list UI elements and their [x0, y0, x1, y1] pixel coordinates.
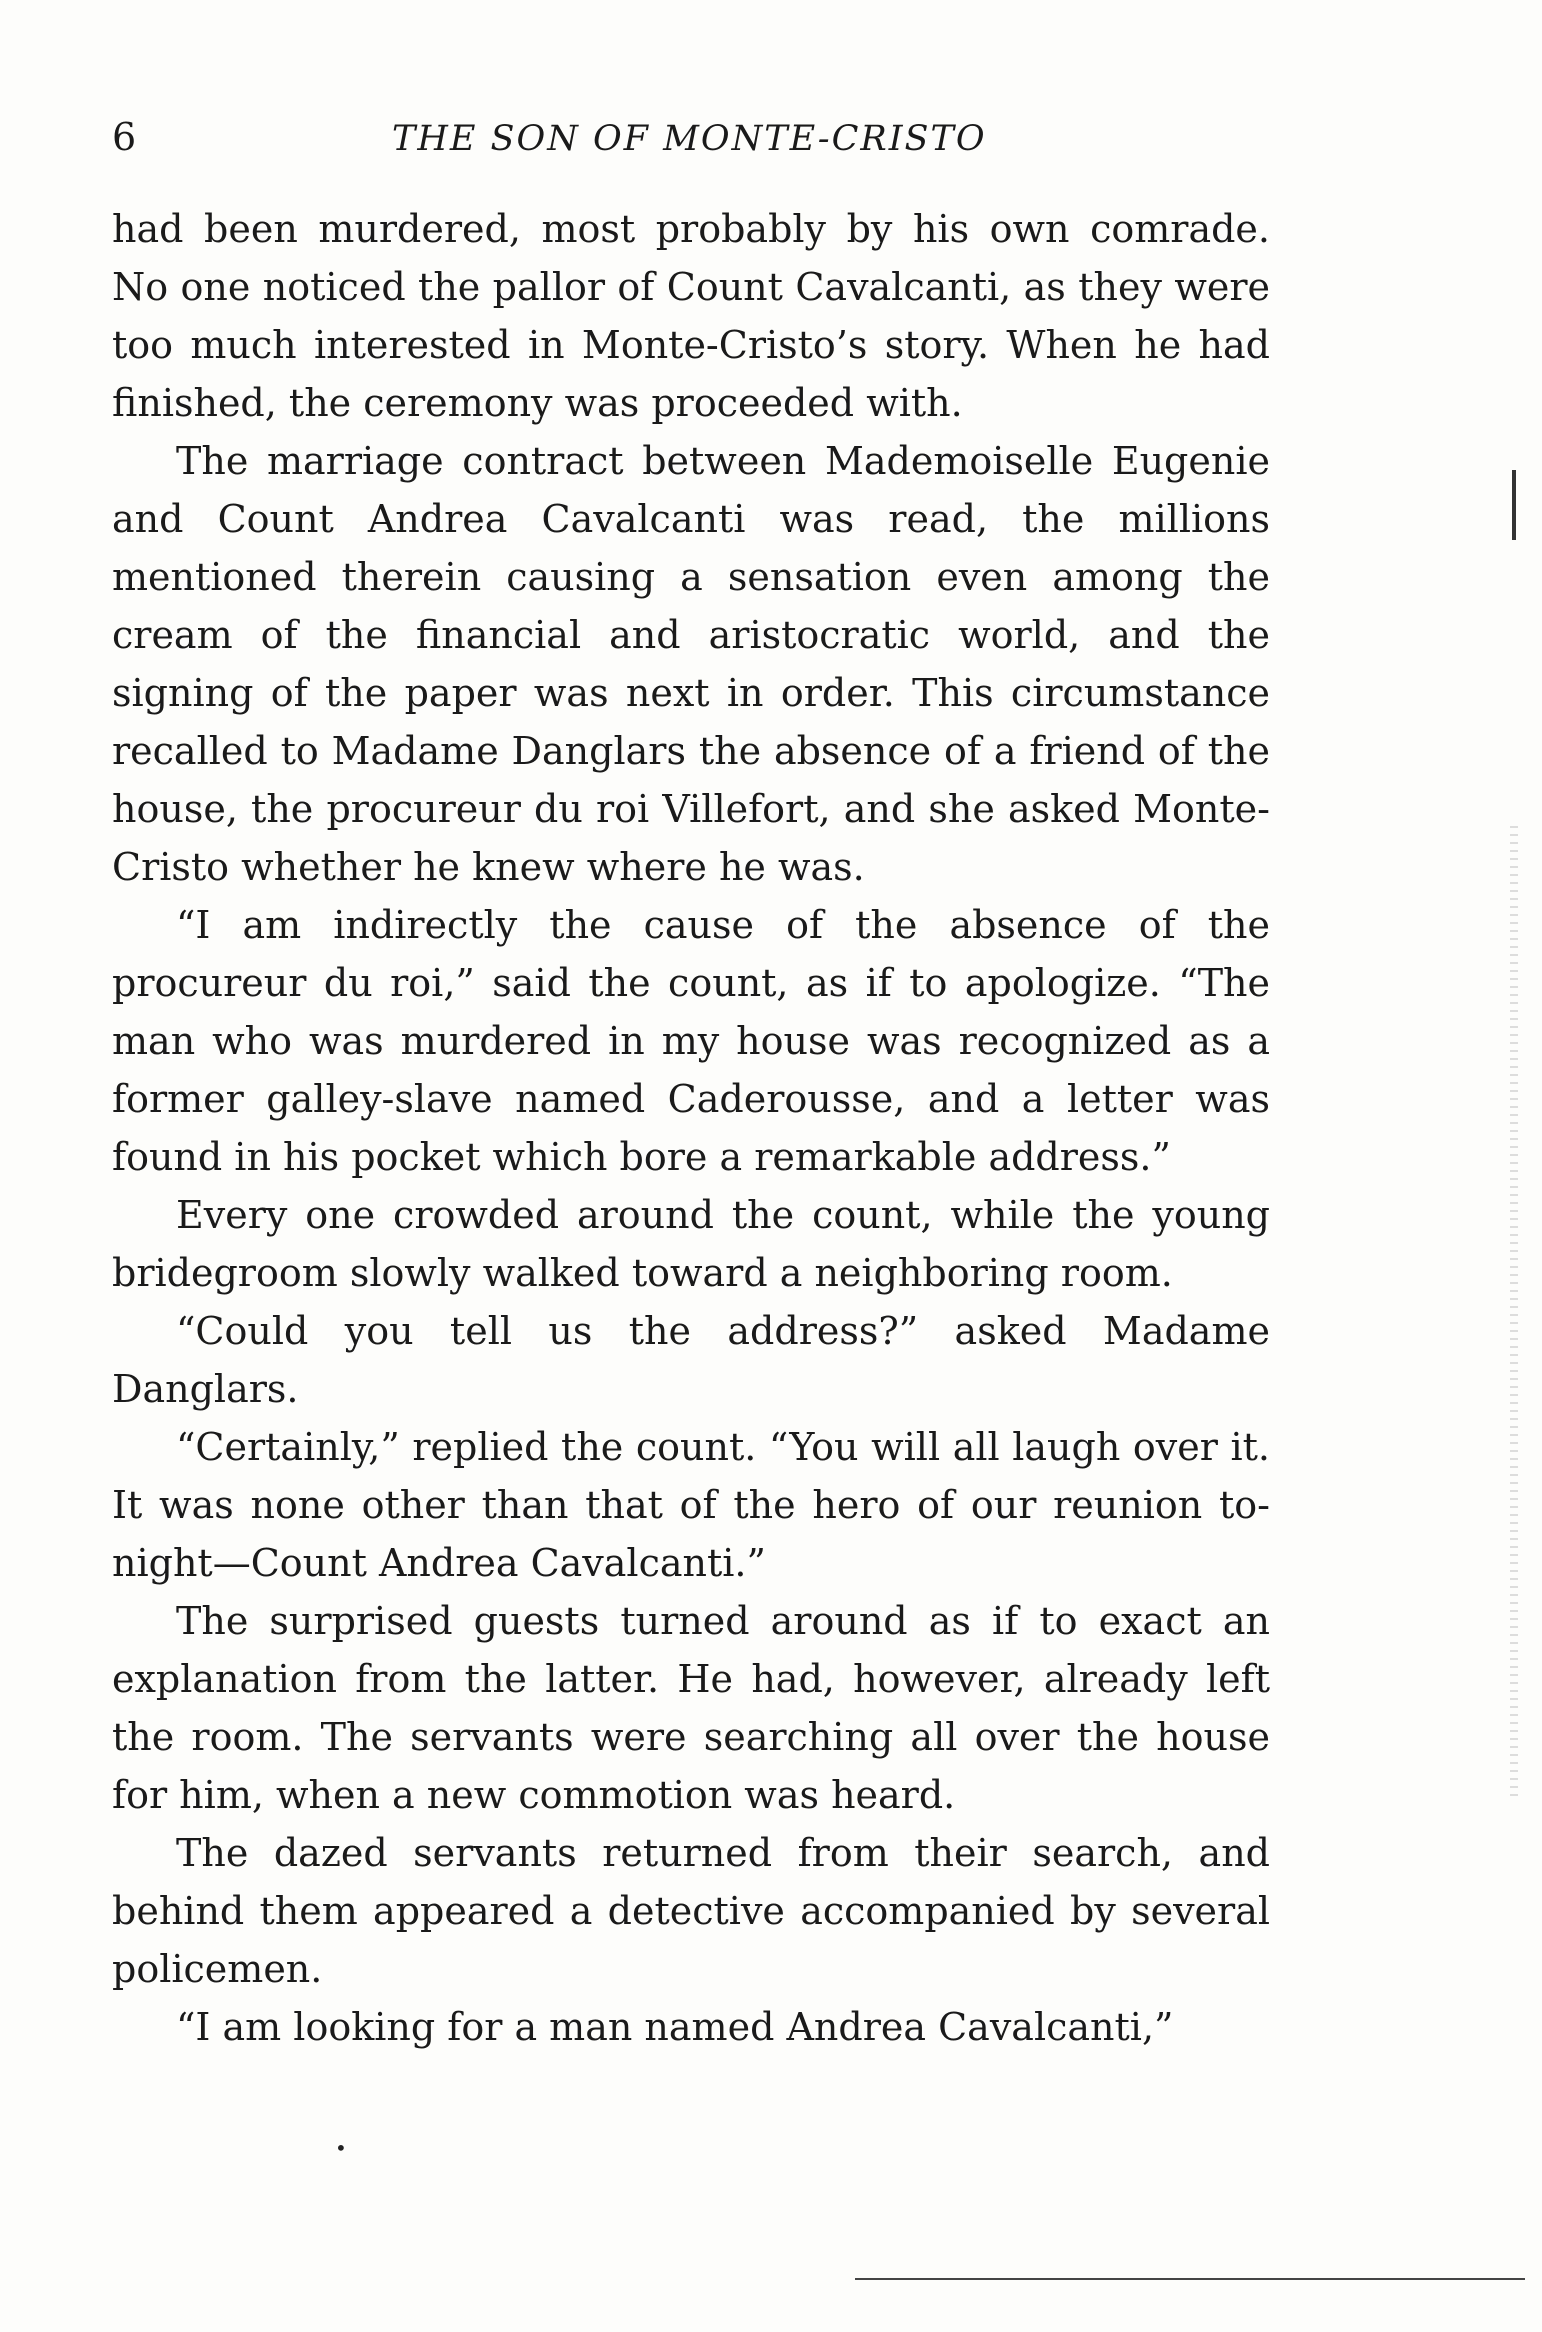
scan-edge-mark [1512, 470, 1516, 540]
paragraph-6: “Certainly,” replied the count. “You will all laugh over it. It was none other than that of the hero of our reunion to-night—Count Andrea Cavalcanti.” [112, 1425, 1270, 1585]
bottom-rule [855, 2278, 1525, 2280]
paragraph-3: “I am indirectly the cause of the absence of the procureur du roi,” said the count, as if to apologize. “The man who was murdered in my house was recognized as a former galley-slave named Caderousse, and a letter was found in his pocket which bore a remarkable address.” [112, 903, 1270, 1179]
body-text [112, 200, 1270, 2056]
paragraph-2: The marriage contract between Mademoiselle Eugenie and Count Andrea Cavalcanti was read, the millions mentioned therein causing a sensation even among the cream of the financial and aristocratic world, and the signing of the paper was next in order. This circumstance recalled to Madame Danglars the absence of a friend of the house, the procureur du roi Villefort, and she asked Monte-Cristo whether he knew where he was. [112, 439, 1270, 889]
paragraph-9: “I am looking for a man named Andrea Cavalcanti,” [176, 2005, 1174, 2049]
running-title: THE SON OF MONTE-CRISTO [392, 119, 987, 159]
paragraph-5: “Could you tell us the address?” asked Madame Danglars. [112, 1309, 1270, 1411]
paragraph-7: The surprised guests turned around as if to exact an explanation from the latter. He had, however, already left the room. The servants were searching all over the house for him, when a new commotion was heard. [112, 1599, 1270, 1817]
paragraph-4: Every one crowded around the count, while the young bridegroom slowly walked toward a neighboring room. [112, 1193, 1270, 1295]
ink-dot: • [335, 2136, 347, 2160]
page-number: 6 [112, 115, 137, 159]
paragraph-8: The dazed servants returned from their search, and behind them appeared a detective accompanied by several policemen. [112, 1831, 1270, 1991]
paragraph-1: had been murdered, most probably by his own comrade. No one noticed the pallor of Count Cavalcanti, as they were too much interested in Monte-Cristo’s story. When he had finished, the ceremony was proceeded with. [112, 207, 1270, 425]
scan-edge-speckle [1510, 820, 1518, 1800]
